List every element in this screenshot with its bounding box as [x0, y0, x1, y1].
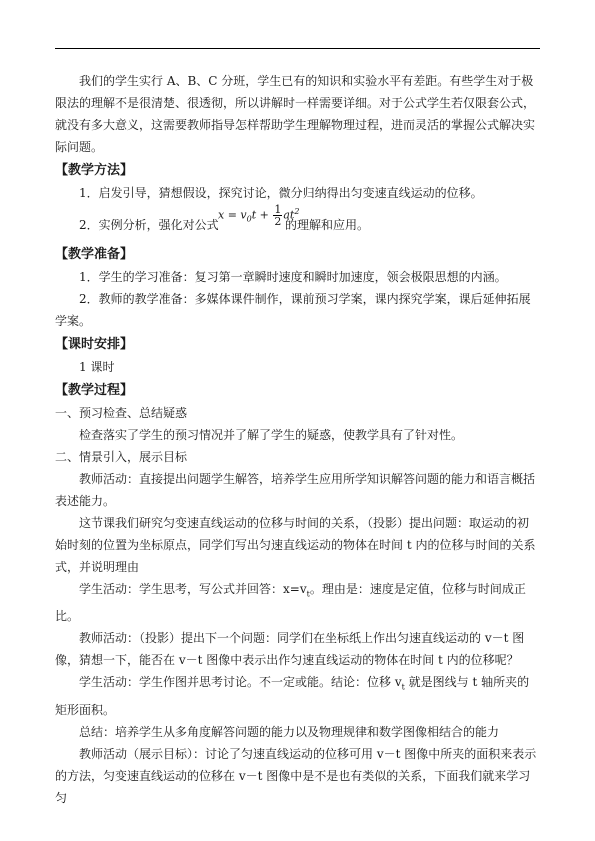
p5-post: 就是图线与 t 轴所夹的矩形面积。 [55, 675, 530, 717]
process-heading: 【教学过程】 [55, 383, 134, 398]
methods-item-1: 1．启发引导，猜想假设，探究讨论，微分归纳得出匀变速直线运动的位移。 [79, 186, 483, 200]
process-paragraph-2: 这节课我们研究匀变速直线运动的位移与时间的关系，（投影）提出问题：取运动的初始时刻的位置为坐标原点，同学们写出匀速直线运动的物体在时间 t 内的位移与时间的关系式，并说明理由 [55, 516, 536, 574]
methods-item-2 [55, 204, 540, 242]
prep-item-2: 2．教师的教学准备：多媒体课件制作，课前预习学案，课内探究学案，课后延伸拓展学案。 [55, 292, 531, 328]
methods-heading: 【教学方法】 [55, 163, 134, 178]
methods-item-2-pre: 2．实例分析，强化对公式 [79, 218, 219, 232]
process-section-1-title: 一、预习检查、总结疑惑 [55, 406, 188, 420]
formula-denominator: 2 [274, 215, 282, 228]
formula-numerator: 1 [274, 203, 282, 216]
process-paragraph-1: 教师活动：直接提出问题学生解答，培养学生应用所学知识解答问题的能力和语言概括表述能力。 [55, 472, 536, 508]
process-paragraph-7: 教师活动（展示目标）：讨论了匀速直线运动的位移可用 v－t 图像中所夹的面积来表示的方法，匀变速直线运动的位移在 v－t 图像中是不是也有类似的关系，下面我们就来学习匀 [55, 746, 537, 805]
schedule-text: 1 课时 [79, 360, 115, 374]
formula-lhs: x = v [218, 208, 247, 222]
prep-item-1: 1．学生的学习准备：复习第一章瞬时速度和瞬时加速度，领会极限思想的内涵。 [79, 270, 507, 284]
document-body [55, 70, 540, 809]
process-paragraph-6: 总结：培养学生从多角度解答问题的能力以及物理规律和数学图像相结合的能力 [79, 724, 500, 739]
formula-mid: t + [251, 208, 269, 222]
formula-sup: 2 [294, 206, 300, 216]
methods-item-2-post: 的理解和应用。 [285, 218, 370, 232]
process-paragraph-4: 教师活动：（投影）提出下一个问题：同学们在坐标纸上作出匀速直线运动的 v－t 图像，猜想一下，能否在 v－t 图像中表示出作匀速直线运动的物体在时间 t 内的位移呢？ [55, 631, 525, 668]
process-paragraph-3 [55, 578, 540, 627]
p5-sub: t [401, 682, 405, 692]
p5-pre: 学生活动：学生作图并思考讨论。不一定或能。结论：位移 v [79, 675, 402, 690]
prep-heading: 【教学准备】 [55, 247, 134, 262]
header-rule [55, 48, 540, 49]
p3-sub: t [306, 589, 310, 599]
process-section-1-text: 检查落实了学生的预习情况并了解了学生的疑惑，使教学具有了针对性。 [79, 428, 464, 442]
formula-tail: at [283, 208, 295, 222]
schedule-heading: 【课时安排】 [55, 337, 134, 352]
p3-post: 。理由是：速度是定值，位移与时间成正比。 [55, 582, 526, 624]
process-paragraph-5 [55, 671, 540, 720]
formula-sub: 0 [246, 214, 252, 224]
formula-fraction [273, 204, 282, 227]
intro-paragraph: 我们的学生实行 A、B、C 分班，学生已有的知识和实验水平有差距。有些学生对于极限法的理解不是很清楚、很透彻，所以讲解时一样需要详细。对于公式学生若仅限套公式，就没有多大意义，这需要教师指导怎样帮助学生理解物理过程，进而灵活的掌握公式解决实际问题。 [55, 74, 536, 154]
process-section-2-title: 二、情景引入，展示目标 [55, 450, 188, 464]
p3-pre: 学生活动：学生思考，写公式并回答：x=v [79, 582, 307, 596]
